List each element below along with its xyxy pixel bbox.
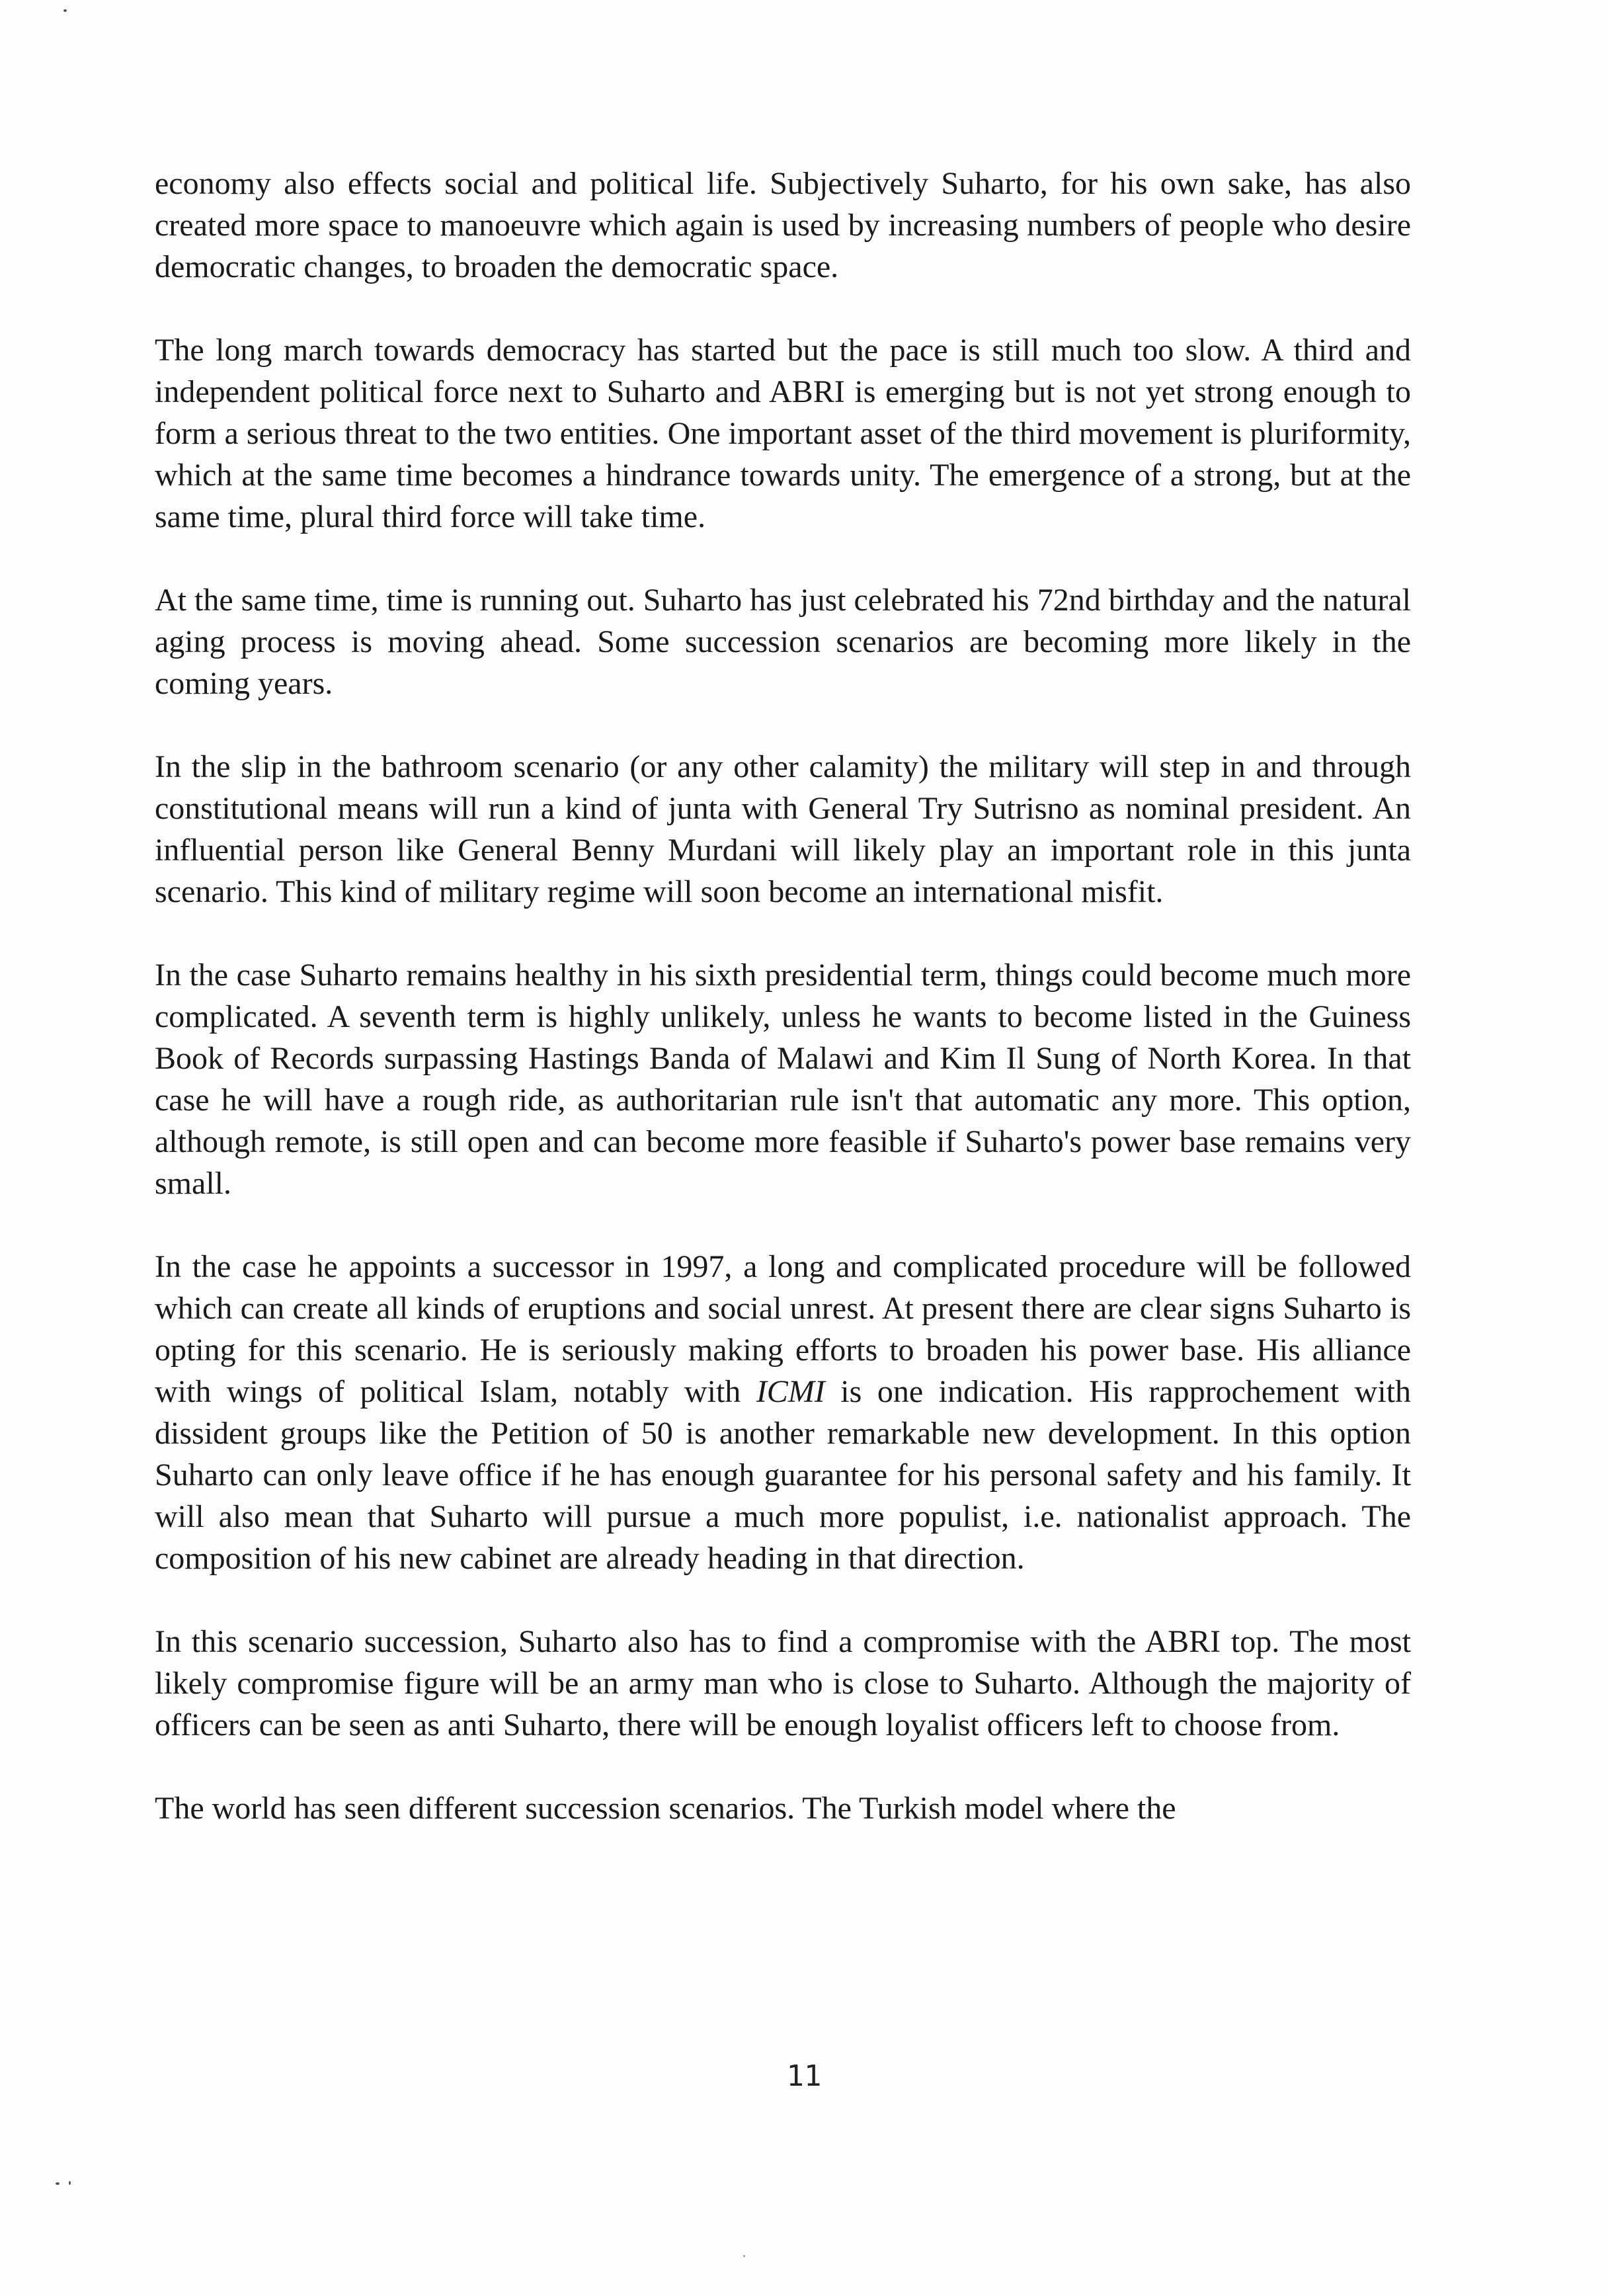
paragraph-world-scenarios: The world has seen different succession scenarios. The Turkish model where the: [155, 1791, 1176, 1826]
paragraph-long-march: The long march towards democracy has started but the pace is still much too slow. A third and independent political force next to Suharto and ABRI is emerging but is not yet strong enough to form a serious threat to the two entities. One important asset of the third movement is pluriformity, which at the same time becomes a hindrance towards unity. The emergence of a strong, but at the same time, plural third force will take time.: [155, 333, 1411, 534]
paragraph-successor-1997: [155, 1246, 1411, 1579]
scan-speck: [63, 9, 67, 12]
paragraph-economy: economy also effects social and political life. Subjectively Suharto, for his own sake, has also created more space to manoeuvre which again is used by increasing numbers of people who desire democratic changes, to broaden the democratic space.: [155, 166, 1411, 284]
paragraph-seventh-term: In the case Suharto remains healthy in his sixth presidential term, things could become much more complicated. A seventh term is highly unlikely, unless he wants to become listed in the Guiness Book of Records surpassing Hastings Banda of Malawi and Kim Il Sung of North Korea. In that case he will have a rough ride, as authoritarian rule isn't that automatic any more. This option, although remote, is still open and can become more feasible if Suharto's power base remains very small.: [155, 958, 1411, 1201]
paragraph-time-running-out: At the same time, time is running out. Suharto has just celebrated his 72nd birthday and the natural aging process is moving ahead. Some succession scenarios are becoming more likely in the coming years.: [155, 583, 1411, 701]
page-number: 11: [786, 2059, 822, 2093]
paragraph-bathroom-scenario: In the slip in the bathroom scenario (or any other calamity) the military will step in and through constitutional means will run a kind of junta with General Try Sutrisno as nominal president. An influential person like General Benny Murdani will likely play an important role in this junta scenario. This kind of military regime will soon become an international misfit.: [155, 749, 1411, 909]
paragraph-text-segment: In the case he appoints a successor in 1997, a long and complicated procedure will be followed which can create all kinds of eruptions and social unrest. At present there are clear signs Suharto is opting for this scenario. He is seriously making efforts to broaden his power base. His alliance with wings of political Islam, notably with: [155, 1249, 1411, 1409]
paragraph-text-segment: is one indication. His rapprochement with dissident groups like the Petition of 50 is another remarkable new development. In this option Suharto can only leave office if he has enough guarantee for his personal safety and his family. It will also mean that Suharto will pursue a much more populist, i.e. nationalist approach. The composition of his new cabinet are already heading in that direction.: [155, 1374, 1411, 1576]
icmi-italic: ICMI: [756, 1374, 825, 1409]
paragraph-abri-compromise: In this scenario succession, Suharto also has to find a compromise with the ABRI top. The most likely compromise figure will be an army man who is close to Suharto. Although the majority of officers can be seen as anti Suharto, there will be enough loyalist officers left to choose from.: [155, 1624, 1411, 1742]
scan-speck: [56, 2182, 60, 2185]
scan-speck: [69, 2181, 71, 2185]
body-text: [155, 163, 1411, 1871]
scan-speck: [743, 2255, 745, 2257]
